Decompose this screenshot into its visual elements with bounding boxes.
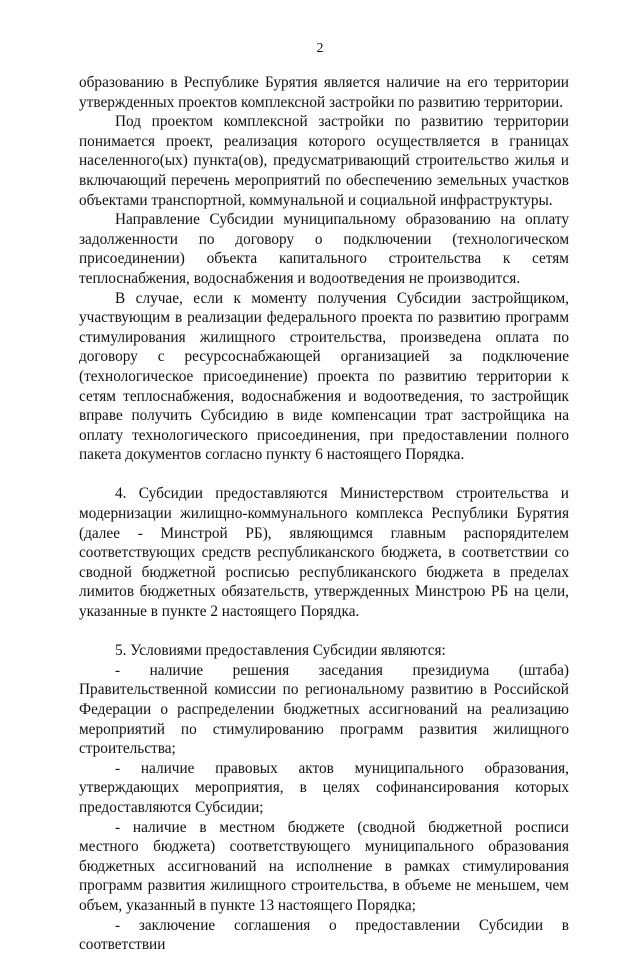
condition-item-4: - заключение соглашения о предоставлении Субсидии в соответствии — [79, 916, 569, 954]
paragraph-debt-exclusion: Направление Субсидии муниципальному образованию на оплату задолженности по договору о подключении (технологическом присоединении) объекта капитального строительства к сетям теплоснабжения, водоснабжения и водоотведения не производится. — [79, 211, 569, 287]
condition-item-2: - наличие правовых актов муниципального образования, утверждающих мероприятия, в целях софинансирования которых предоставляются Субсидии; — [79, 759, 569, 816]
condition-item-1: - наличие решения заседания президиума (штаба) Правительственной комиссии по региональному развитию в Российской Федерации о распределении бюджетных ассигнований на реализацию мероприятий по стимулированию программ развития жилищного строительства; — [79, 661, 569, 758]
paragraph-continuation: образованию в Республике Бурятия является наличие на его территории утвержденных проектов комплексной застройки по развитию территории. — [79, 74, 569, 111]
paragraph-item-5-heading: 5. Условиями предоставления Субсидии являются: — [115, 642, 446, 660]
condition-item-3: - наличие в местном бюджете (сводной бюджетной росписи местного бюджета) соответствующего муниципального образования бюджетных ассигнований на исполнение в рамках стимулирования программ развития жилищного строительства, в объеме не меньшем, чем объем, указанный в пункте 13 настоящего Порядка; — [79, 818, 569, 914]
paragraph-compensation: В случае, если к моменту получения Субсидии застройщиком, участвующим в реализации федерального проекта по развитию программ стимулирования жилищного строительства, произведена оплата по договору с ресурсоснабжающей организацией за подключение (технологическое присоединение) проекта по развитию территории к сетям теплоснабжения, водоснабжения и водоотведения, то застройщик вправе получить Субсидию в виде компенсации трат застройщика на оплату технологического присоединения, при предоставлении полного пакета документов согласно пункту 6 настоящего Порядка. — [79, 289, 569, 464]
paragraph-item-4: 4. Субсидии предоставляются Министерством строительства и модернизации жилищно-коммунального комплекса Республики Бурятия (далее - Минстрой РБ), являющимся главным распорядителем соответствующих средств республиканского бюджета, в соответствии со сводной бюджетной росписью республиканского бюджета в пределах лимитов бюджетных обязательств, утвержденных Минстрою РБ на цели, указанные в пункте 2 настоящего Порядка. — [79, 485, 569, 621]
page-number: 2 — [316, 41, 324, 56]
document-body — [79, 73, 569, 955]
paragraph-project-definition: Под проектом комплексной застройки по развитию территории понимается проект, реализация которого осуществляется в границах населенного(ых) пункта(ов), предусматривающий строительство жилья и включающий перечень мероприятий по обеспечению земельных участков объектами транспортной, коммунальной и социальной инфраструктуры. — [79, 113, 569, 209]
